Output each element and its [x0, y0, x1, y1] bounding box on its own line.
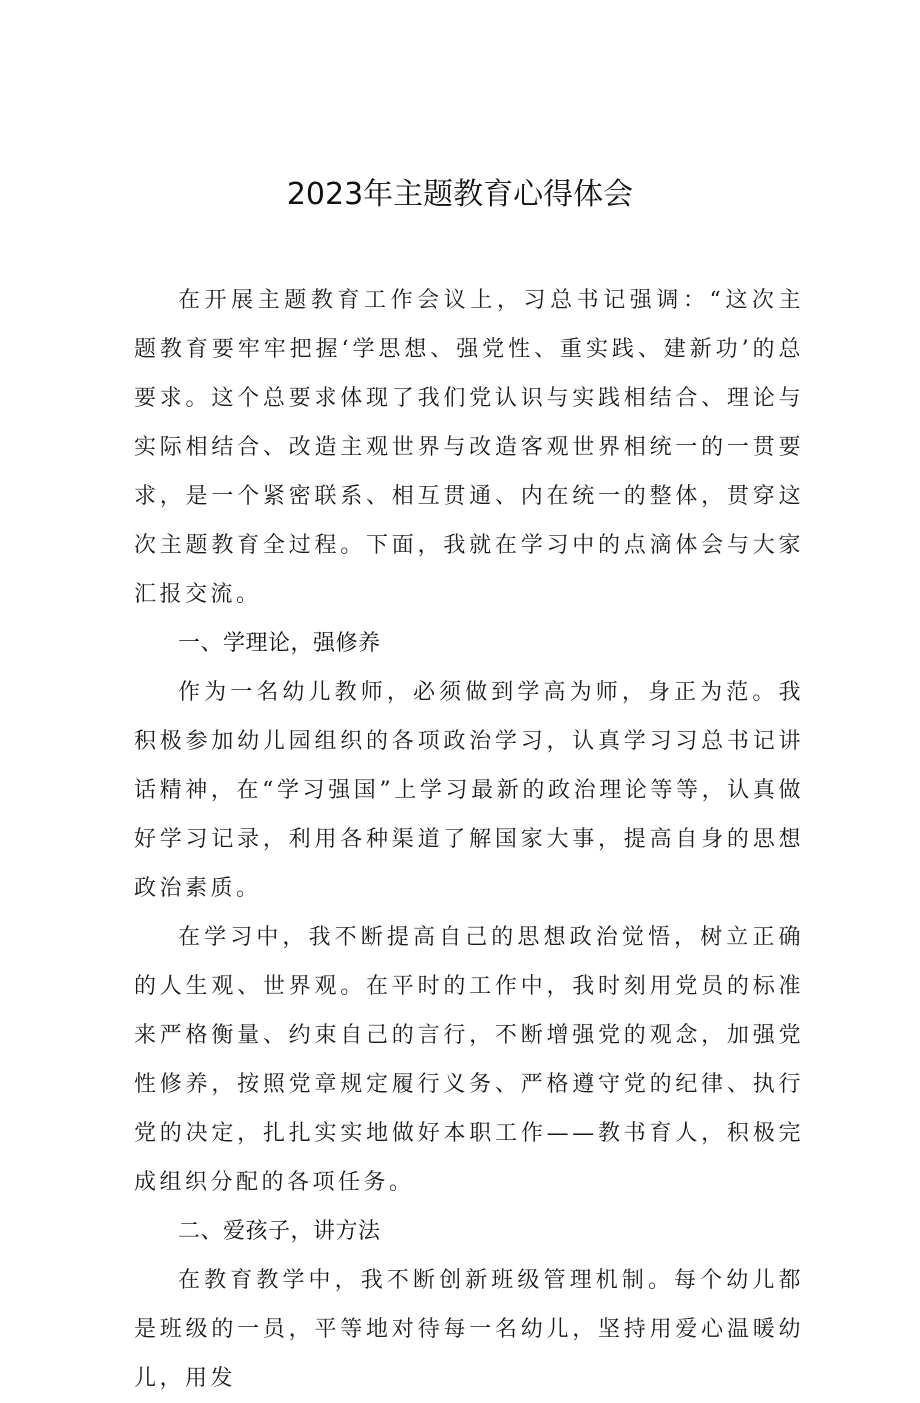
section-2-paragraph-1: 在教育教学中，我不断创新班级管理机制。每个幼儿都是班级的一员，平等地对待每一名幼儿，坚持用爱心温暖幼儿，用发 [134, 1268, 804, 1391]
section-heading-2: 二、爱孩子，讲方法 [178, 1219, 381, 1244]
section-1-paragraph-2: 在学习中，我不断提高自己的思想政治觉悟，树立正确的人生观、世界观。在平时的工作中，我时刻用党员的标准来严格衡量、约束自己的言行，不断增强党的观念，加强党性修养，按照党章规定履行义务、严格遵守党的纪律、执行党的决定，扎扎实实地做好本职工作——教书育人，积极完成组织分配的各项任务。 [134, 925, 804, 1195]
section-heading-1: 一、学理论，强修养 [178, 631, 381, 656]
intro-paragraph: 在开展主题教育工作会议上，习总书记强调：“这次主题教育要牢牢把握‘学思想、强党性、重实践、建新功’的总要求。这个总要求体现了我们党认识与实践相结合、理论与实际相结合、改造主观世界与改造客观世界相统一的一贯要求，是一个紧密联系、相互贯通、内在统一的整体，贯穿这次主题教育全过程。下面，我就在学习中的点滴体会与大家汇报交流。 [134, 288, 804, 607]
document-body [134, 276, 804, 1403]
document-title: 2023年主题教育心得体会 [286, 177, 634, 212]
section-1-paragraph-1: 作为一名幼儿教师，必须做到学高为师，身正为范。我积极参加幼儿园组织的各项政治学习，认真学习习总书记讲话精神，在“学习强国”上学习最新的政治理论等等，认真做好学习记录，利用各种渠道了解国家大事，提高自身的思想政治素质。 [134, 680, 804, 901]
